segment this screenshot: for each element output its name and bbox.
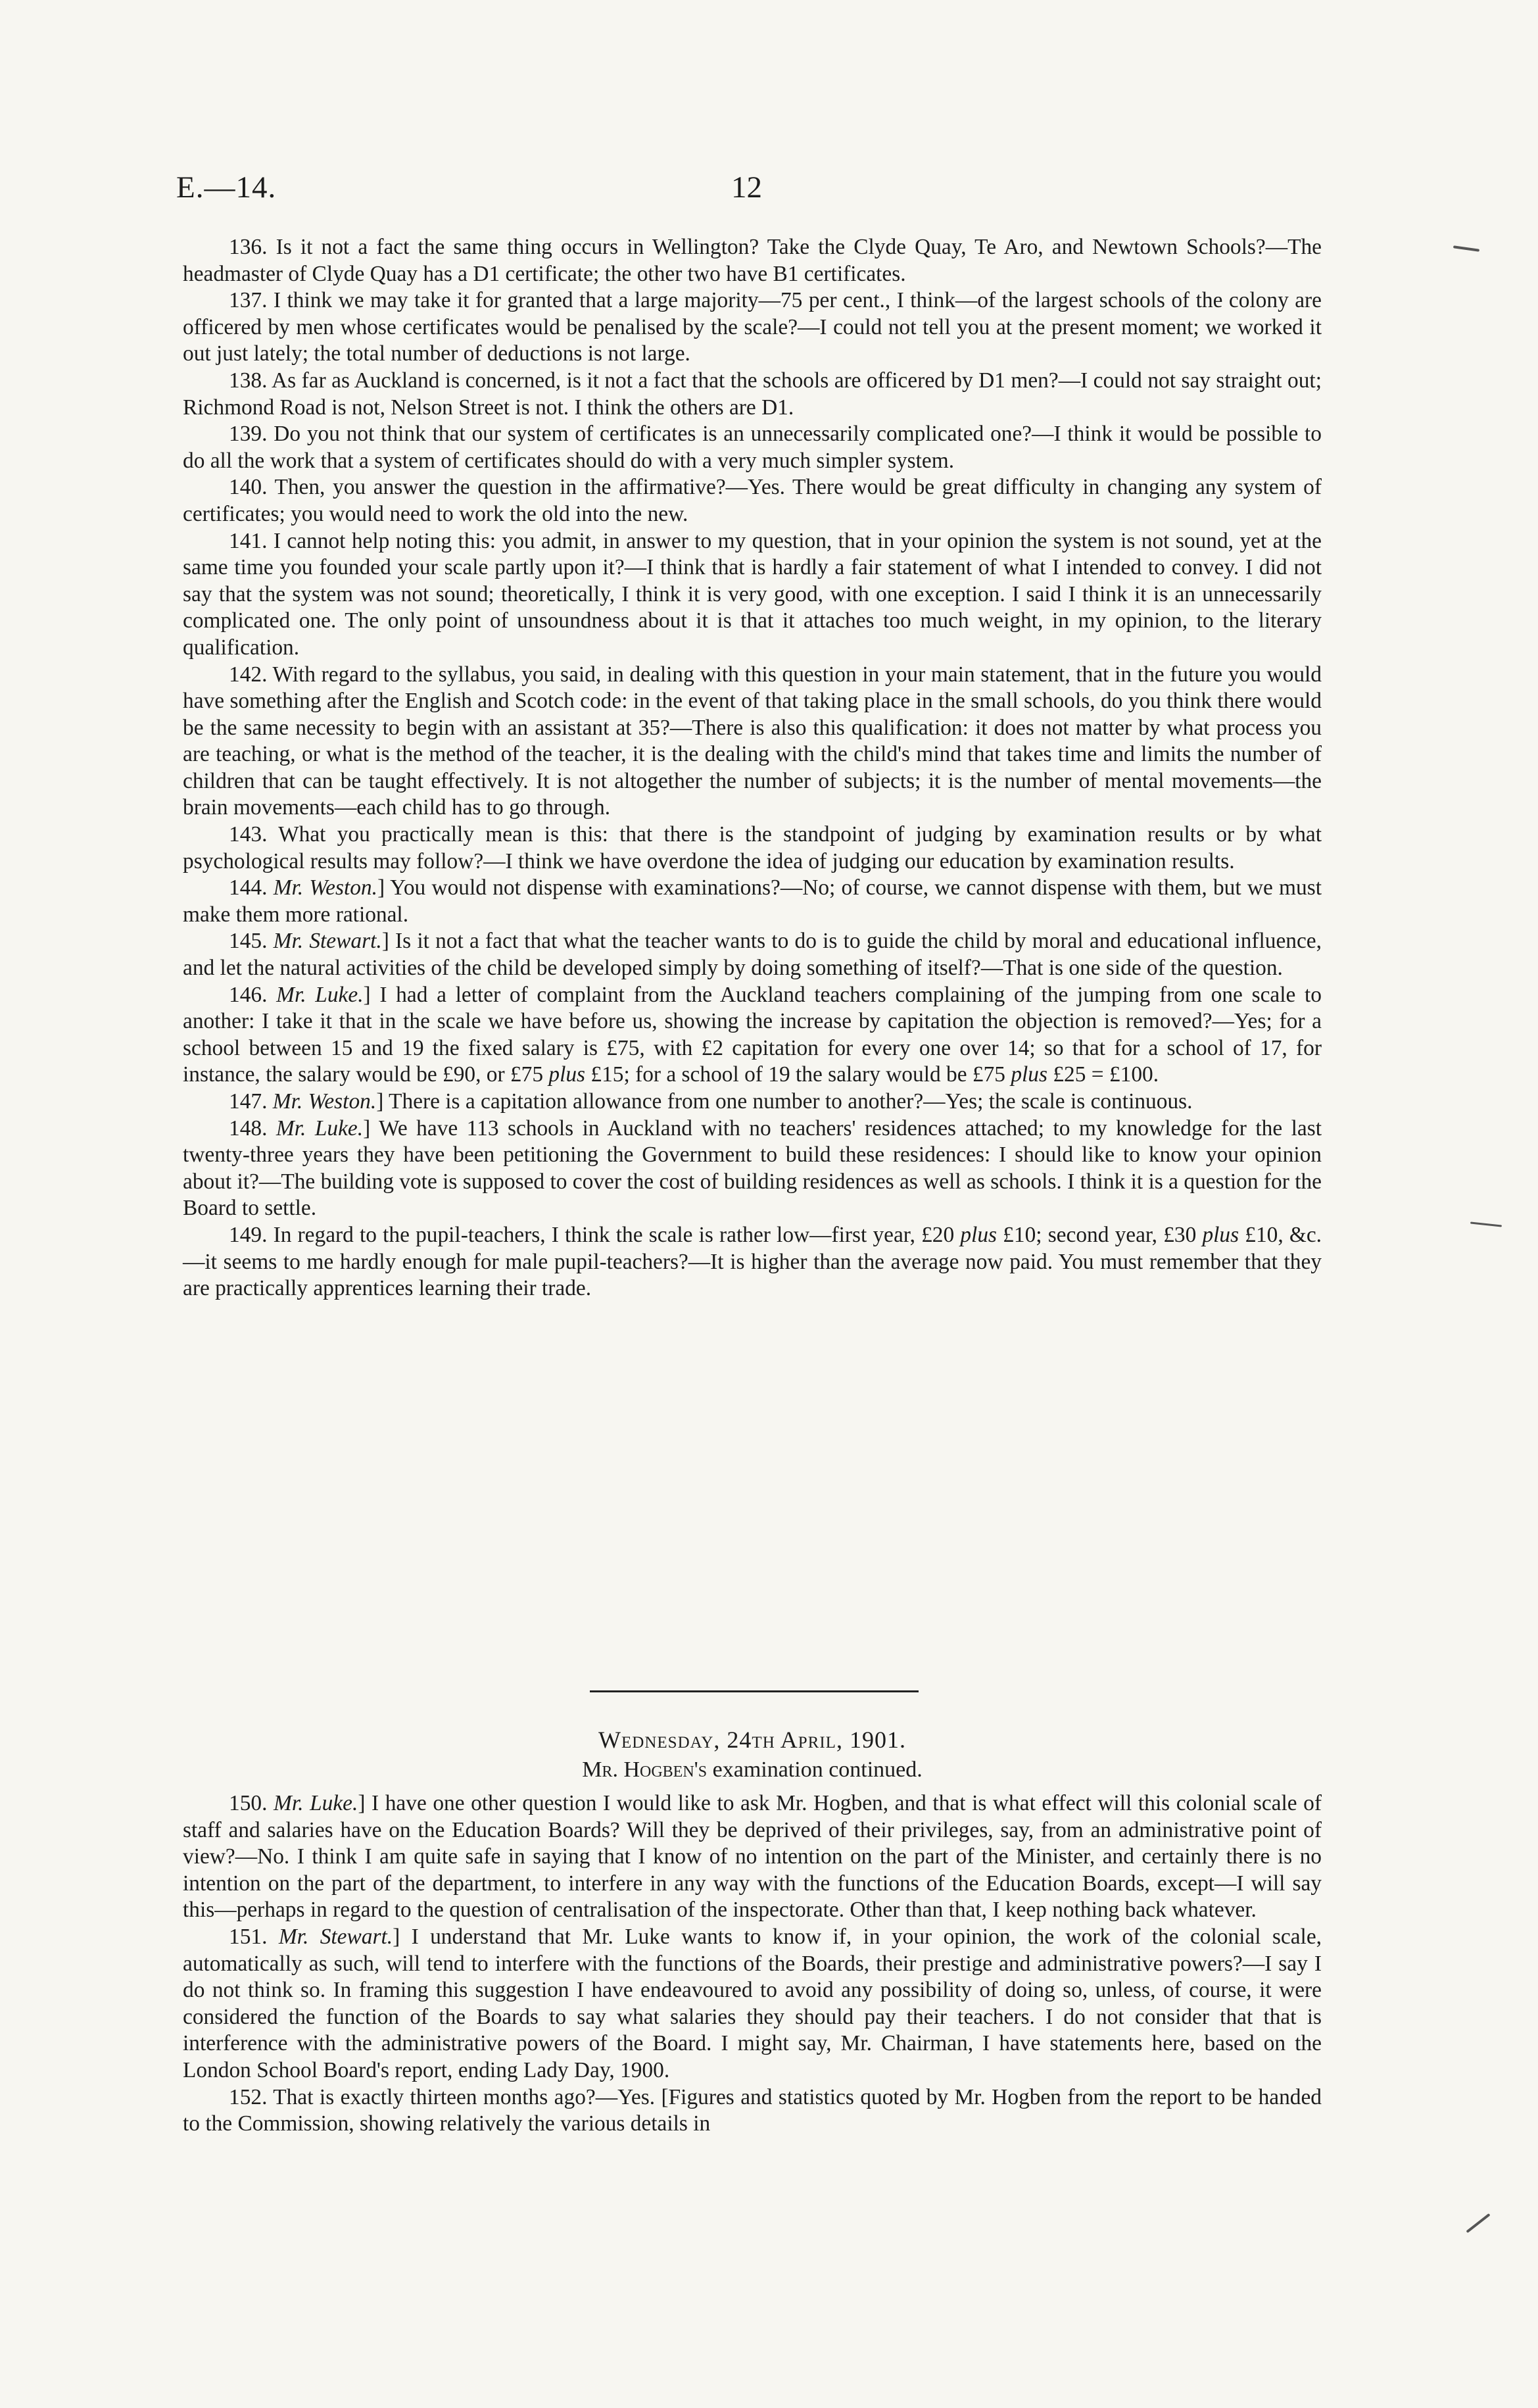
subheading-text: examination continued. xyxy=(707,1757,923,1782)
paragraph-143: 143. What you practically mean is this: that there is the standpoint of judging by examination results or by what psychological results may follow?—I think we have overdone the idea of judging our education by examination results. xyxy=(183,822,1322,873)
paragraph-145 xyxy=(183,928,1322,981)
question-number: 147. xyxy=(229,1089,268,1114)
paragraph-136: 136. Is it not a fact the same thing occurs in Wellington? Take the Clyde Quay, Te Aro, and Newtown Schools?—The headmaster of Clyde Quay has a D1 certificate; the other two have B1 certificates. xyxy=(183,235,1322,286)
paragraph-138: 138. As far as Auckland is concerned, is it not a fact that the schools are officered by D1 men?—I could not say straight out; Richmond Road is not, Nelson Street is not. I think the others are D1. xyxy=(183,368,1322,420)
paragraph-139: 139. Do you not think that our system of certificates is an unnecessarily complicated one?—I think it would be possible to do all the work that a system of certificates should do with a very much simpler system. xyxy=(183,422,1322,473)
paragraph-text: ] You would not dispense with examinations?—No; of course, we cannot dispense with them, but we must make them more rational. xyxy=(183,875,1322,927)
page-number: 12 xyxy=(731,170,762,205)
question-number: 145. xyxy=(229,929,268,954)
section-date-heading: Wednesday, 24th April, 1901. xyxy=(598,1727,906,1753)
margin-mark xyxy=(1470,1221,1502,1227)
paragraph-151 xyxy=(183,1924,1322,2084)
evidence-text-block xyxy=(183,234,1322,1302)
paragraph-text: £10; second year, £30 xyxy=(997,1222,1203,1247)
paragraph-147 xyxy=(183,1089,1322,1116)
margin-mark xyxy=(1466,2213,1490,2233)
speaker-name: Mr. Weston. xyxy=(273,875,377,900)
paragraph-text: £25 = £100. xyxy=(1047,1062,1159,1087)
paragraph-text: ] There is a capitation allowance from one number to another?—Yes; the scale is continuous. xyxy=(376,1089,1193,1114)
paragraph-text: ] I had a letter of complaint from the Auckland teachers complaining of the jumping from one scale to another: I take it that in the scale we have before us, showing the increase by capitation the objection is removed?—Yes; for a school between 15 and 19 the fixed salary is £75, with £2 capitation for every one over 14; so that for a school of 17, for instance, the salary would be £90, or £75 xyxy=(183,982,1322,1087)
paragraph-150 xyxy=(183,1790,1322,1924)
paragraph-137: 137. I think we may take it for granted that a large majority—75 per cent., I think—of the largest schools of the colony are officered by men whose certificates would be penalised by the scale?—I could not tell you at the present moment; we worked it out just lately; the total number of deductions is not large. xyxy=(183,288,1322,366)
speaker-name: Mr. Weston. xyxy=(272,1089,377,1114)
paragraph-text: ] I understand that Mr. Luke wants to know if, in your opinion, the work of the colonial scale, automatically as such, will tend to interfere with the functions of the Boards, their prestige and administrative powers?—I say I do not think so. In framing this suggestion I have endeavoured to avoid any possibility of doing so, unless, of course, it were considered the function of the Boards to say what salaries they should pay their teachers. I do not consider that that is interference with the administrative powers of the Board. I might say, Mr. Chairman, I have statements here, based on the London School Board's report, ending Lady Day, 1900. xyxy=(183,1924,1322,2082)
question-number: 151. xyxy=(229,1924,268,1949)
paragraph-148 xyxy=(183,1116,1322,1222)
paragraph-152: 152. That is exactly thirteen months ago?—Yes. [Figures and statistics quoted by Mr. Hogben from the report to be handed to the Commission, showing relatively the various details in xyxy=(183,2084,1322,2136)
paragraph-text: £15; for a school of 19 the salary would be £75 xyxy=(585,1062,1011,1087)
margin-mark xyxy=(1453,245,1479,252)
plus-word: plus xyxy=(1011,1062,1047,1087)
speaker-name: Mr. Luke. xyxy=(276,982,364,1007)
question-number: 148. xyxy=(229,1116,268,1141)
speaker-name: Mr. Stewart. xyxy=(273,929,382,954)
question-number: 146. xyxy=(229,982,268,1007)
question-number: 144. xyxy=(229,875,268,900)
plus-word: plus xyxy=(1202,1222,1239,1247)
document-reference: E.—14. xyxy=(176,170,277,205)
paragraph-text: 149. In regard to the pupil-teachers, I think the scale is rather low—first year, £20 xyxy=(229,1222,961,1247)
paragraph-149 xyxy=(183,1222,1322,1302)
paragraph-141: 141. I cannot help noting this: you admit, in answer to my question, that in your opinion the system is not sound, yet at the same time you founded your scale partly upon it?—I think that is hardly a fair statement of what I intended to convey. I did not say that the system was not sound; theoretically, I think it is very good, with one exception. I said I think it is an unnecessarily complicated one. The only point of unsoundness about it is that it attaches too much weight, in my opinion, to the literary qualification. xyxy=(183,528,1322,660)
paragraph-144 xyxy=(183,875,1322,928)
evidence-text-block-continued xyxy=(183,1790,1322,2138)
paragraph-text: ] Is it not a fact that what the teacher wants to do is to guide the child by moral and educational influence, and let the natural activities of the child be developed simply by doing something of itself?—That is one side of the question. xyxy=(183,929,1322,981)
paragraph-text: ] I have one other question I would like to ask Mr. Hogben, and that is what effect will this colonial scale of staff and salaries have on the Education Boards? Will they be deprived of their privileges, say, from an administrative point of view?—No. I think I am quite safe in saying that I know of no intention on the part of the Minister, and certainly there is no intention on the part of the department, to interfere in any way with the functions of the Education Boards, except—I will say this—perhaps in regard to the question of centralisation of the inspectorate. Other than that, I keep nothing back whatever. xyxy=(183,1791,1322,1923)
paragraph-text: ] We have 113 schools in Auckland with no teachers' residences attached; to my knowledge for the last twenty-three years they have been petitioning the Government to build these residences: I should like to know your opinion about it?—The building vote is supposed to cover the cost of building residences as well as schools. I think it is a question for the Board to settle. xyxy=(183,1116,1322,1221)
speaker-name: Mr. Luke. xyxy=(274,1791,358,1815)
paragraph-text: £10, &c.—it seems to me hardly enough for male pupil-teachers?—It is higher than the average now paid. You must remember that they are practically apprentices learning their trade. xyxy=(183,1222,1322,1301)
section-divider xyxy=(590,1690,919,1692)
section-subheading xyxy=(183,1757,1322,1782)
plus-word: plus xyxy=(548,1062,586,1087)
speaker-name: Mr. Stewart. xyxy=(278,1924,393,1949)
paragraph-142: 142. With regard to the syllabus, you said, in dealing with this question in your main statement, that in the future you would have something after the English and Scotch code: in the event of that taking place in the small schools, do you think there would be the same necessity to begin with an assistant at 35?—There is also this qualification: it does not matter by what process you are teaching, or what is the method of the teacher, it is the dealing with the child's mind that takes time and limits the number of children that can be taught effectively. It is not altogether the number of subjects; it is the number of mental movements—the brain movements—each child has to go through. xyxy=(183,662,1322,820)
question-number: 150. xyxy=(229,1791,268,1815)
speaker-name: Mr. Luke. xyxy=(276,1116,364,1141)
plus-word: plus xyxy=(960,1222,997,1247)
paragraph-146 xyxy=(183,982,1322,1089)
witness-name: Mr. Hogben's xyxy=(582,1757,708,1782)
paragraph-140: 140. Then, you answer the question in the affirmative?—Yes. There would be great difficulty in changing any system of certificates; you would need to work the old into the new. xyxy=(183,475,1322,526)
